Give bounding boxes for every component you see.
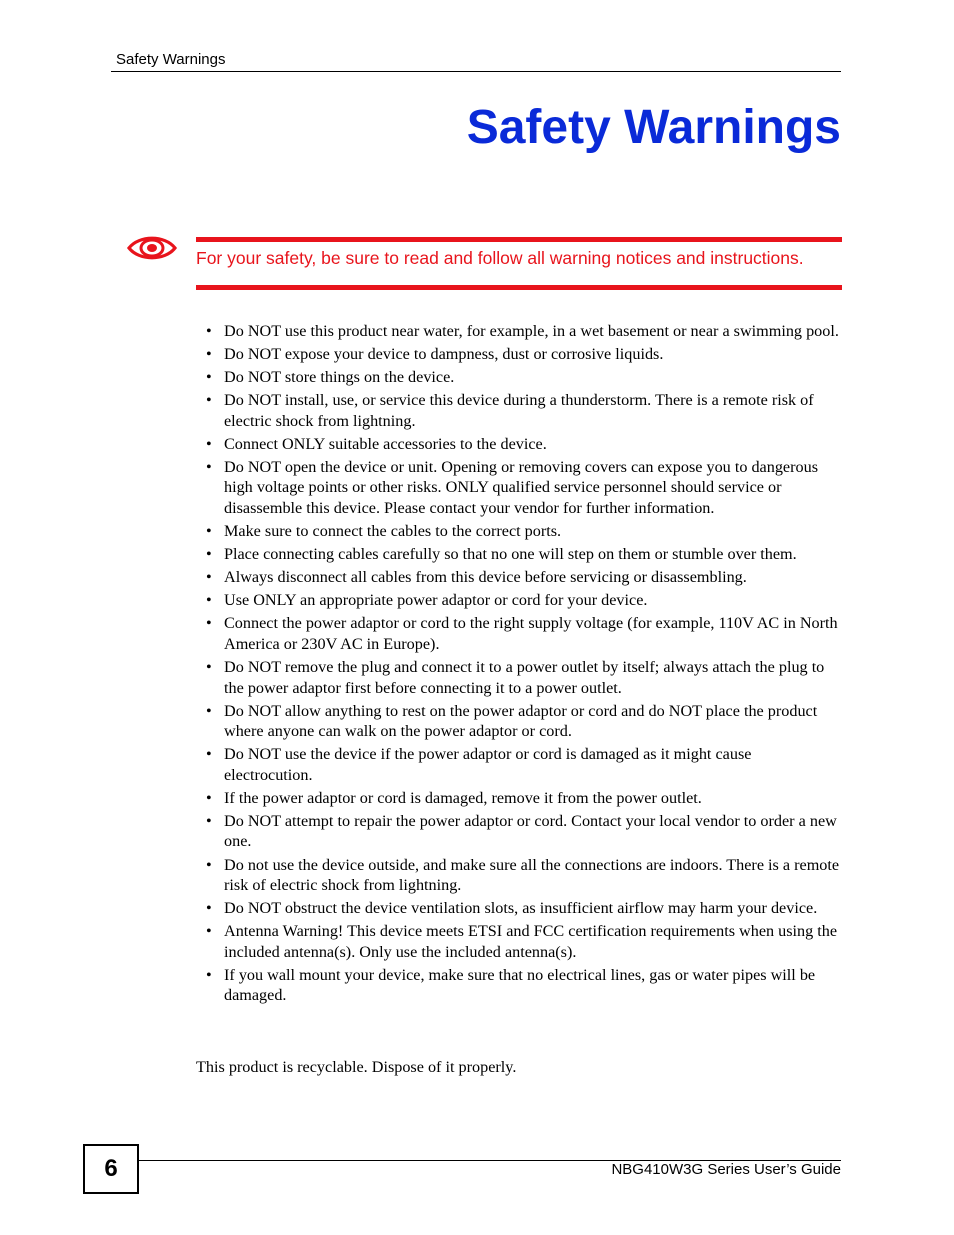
warning-item: • Do not use the device outside, and make sure all the connections are indoors. There is a remote risk of electric shock from lightning.: [204, 855, 844, 896]
warning-item: • Connect the power adaptor or cord to the right supply voltage (for example, 110V AC in North America or 230V AC in Europe).: [204, 613, 844, 654]
warning-item: • Do NOT store things on the device.: [204, 367, 844, 388]
running-header: Safety Warnings: [116, 51, 226, 68]
notice-top-rule: [196, 237, 842, 242]
warning-item: • Make sure to connect the cables to the correct ports.: [204, 521, 844, 542]
warning-list: [204, 321, 844, 1008]
eye-warning-icon: [127, 234, 177, 262]
warning-item: • Use ONLY an appropriate power adaptor or cord for your device.: [204, 590, 844, 611]
header-rule: [111, 71, 841, 72]
warning-item: • Place connecting cables carefully so that no one will step on them or stumble over them.: [204, 544, 844, 565]
warning-item: • Do NOT use this product near water, for example, in a wet basement or near a swimming pool.: [204, 321, 844, 342]
warning-item: • If you wall mount your device, make sure that no electrical lines, gas or water pipes will be damaged.: [204, 965, 844, 1006]
safety-notice: For your safety, be sure to read and follow all warning notices and instructions.: [196, 248, 804, 268]
warning-item: • Do NOT allow anything to rest on the power adaptor or cord and do NOT place the product where anyone can walk on the power adaptor or cord.: [204, 701, 844, 742]
warning-item: • Do NOT remove the plug and connect it to a power outlet by itself; always attach the plug to the power adaptor first before connecting it to a power outlet.: [204, 657, 844, 698]
warning-item: • Do NOT use the device if the power adaptor or cord is damaged as it might cause electrocution.: [204, 744, 844, 785]
notice-bottom-rule: [196, 285, 842, 290]
warning-item: • Always disconnect all cables from this device before servicing or disassembling.: [204, 567, 844, 588]
warning-item: • Do NOT install, use, or service this device during a thunderstorm. There is a remote risk of electric shock from lightning.: [204, 390, 844, 431]
warning-item: • Antenna Warning! This device meets ETSI and FCC certification requirements when using the included antenna(s). Only use the included antenna(s).: [204, 921, 844, 962]
warning-item: • Do NOT open the device or unit. Opening or removing covers can expose you to dangerous high voltage points or other risks. ONLY qualified service personnel should service or disassemble this device. Please contact your vendor for further information.: [204, 457, 844, 519]
warning-item: • Do NOT attempt to repair the power adaptor or cord. Contact your local vendor to order a new one.: [204, 811, 844, 852]
warning-item: • Do NOT expose your device to dampness, dust or corrosive liquids.: [204, 344, 844, 365]
warning-item: • If the power adaptor or cord is damaged, remove it from the power outlet.: [204, 788, 844, 809]
page-title: Safety Warnings: [466, 101, 841, 154]
guide-title: NBG410W3G Series User’s Guide: [611, 1161, 841, 1178]
recycle-note: This product is recyclable. Dispose of it properly.: [196, 1058, 517, 1076]
warning-item: • Connect ONLY suitable accessories to the device.: [204, 434, 844, 455]
page-number: 6: [83, 1144, 139, 1194]
warning-item: • Do NOT obstruct the device ventilation slots, as insufficient airflow may harm your device.: [204, 898, 844, 919]
